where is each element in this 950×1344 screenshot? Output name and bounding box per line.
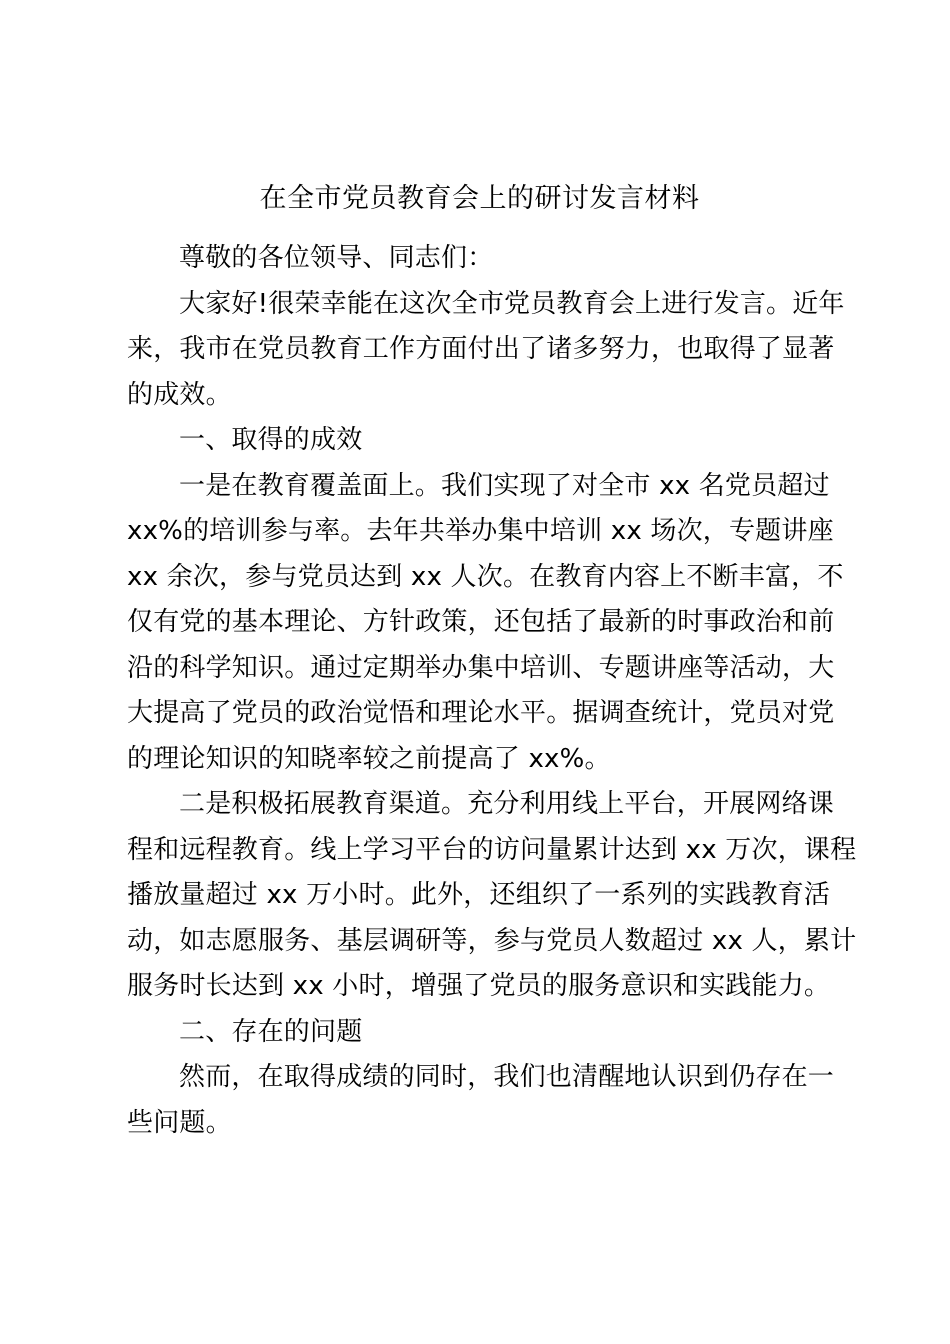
text-line: 二是积极拓展教育渠道。充分利用线上平台，开展网络课	[179, 789, 835, 819]
section-heading-achievements	[127, 418, 832, 464]
achievement-coverage-paragraph	[127, 464, 844, 783]
text-line: 动，如志愿服务、基层调研等，参与党员人数超过 xx 人，累计	[127, 925, 857, 956]
text-line: 播放量超过 xx 万小时。此外，还组织了一系列的实践教育活	[127, 880, 831, 910]
text-line: xx%的培训参与率。去年共举办集中培训 xx 场次，专题讲座	[127, 516, 834, 546]
text-line: 一是在教育覆盖面上。我们实现了对全市 xx 名党员超过	[179, 470, 830, 501]
document-page	[127, 176, 857, 1146]
text-line: 程和远程教育。线上学习平台的访问量累计达到 xx 万次，课程	[127, 834, 857, 865]
text-line: 些问题。	[127, 1107, 232, 1138]
text-line: 的理论知识的知晓率较之前提高了 xx%。	[127, 743, 611, 774]
text-line: 来，我市在党员教育工作方面付出了诸多努力，也取得了显著	[127, 334, 835, 364]
document-title: 在全市党员教育会上的研讨发言材料	[259, 183, 700, 214]
text-line: xx 余次，参与党员达到 xx 人次。在教育内容上不断丰富，不	[127, 561, 844, 592]
text-line: 的成效。	[127, 379, 232, 410]
section-heading-problems	[127, 1010, 832, 1056]
text-line: 一、取得的成效	[179, 425, 363, 455]
text-line: 大家好!很荣幸能在这次全市党员教育会上进行发言。近年	[179, 288, 845, 319]
text-line: 尊敬的各位领导、同志们：	[179, 243, 494, 273]
text-line: 服务时长达到 xx 小时，增强了党员的服务意识和实践能力。	[127, 971, 831, 1001]
text-line: 然而，在取得成绩的同时，我们也清醒地认识到仍存在一	[179, 1062, 835, 1092]
text-line: 大提高了党员的政治觉悟和理论水平。据调查统计，党员对党	[127, 698, 835, 728]
opening-paragraph	[127, 282, 845, 419]
text-line: 二、存在的问题	[179, 1016, 363, 1047]
text-line: 沿的科学知识。通过定期举办集中培训、专题讲座等活动，大	[127, 652, 835, 683]
problems-intro-paragraph	[127, 1055, 835, 1146]
text-line: 仅有党的基本理论、方针政策，还包括了最新的时事政治和前	[127, 607, 835, 637]
achievement-channels-paragraph	[127, 782, 857, 1010]
salutation-paragraph	[127, 236, 832, 282]
